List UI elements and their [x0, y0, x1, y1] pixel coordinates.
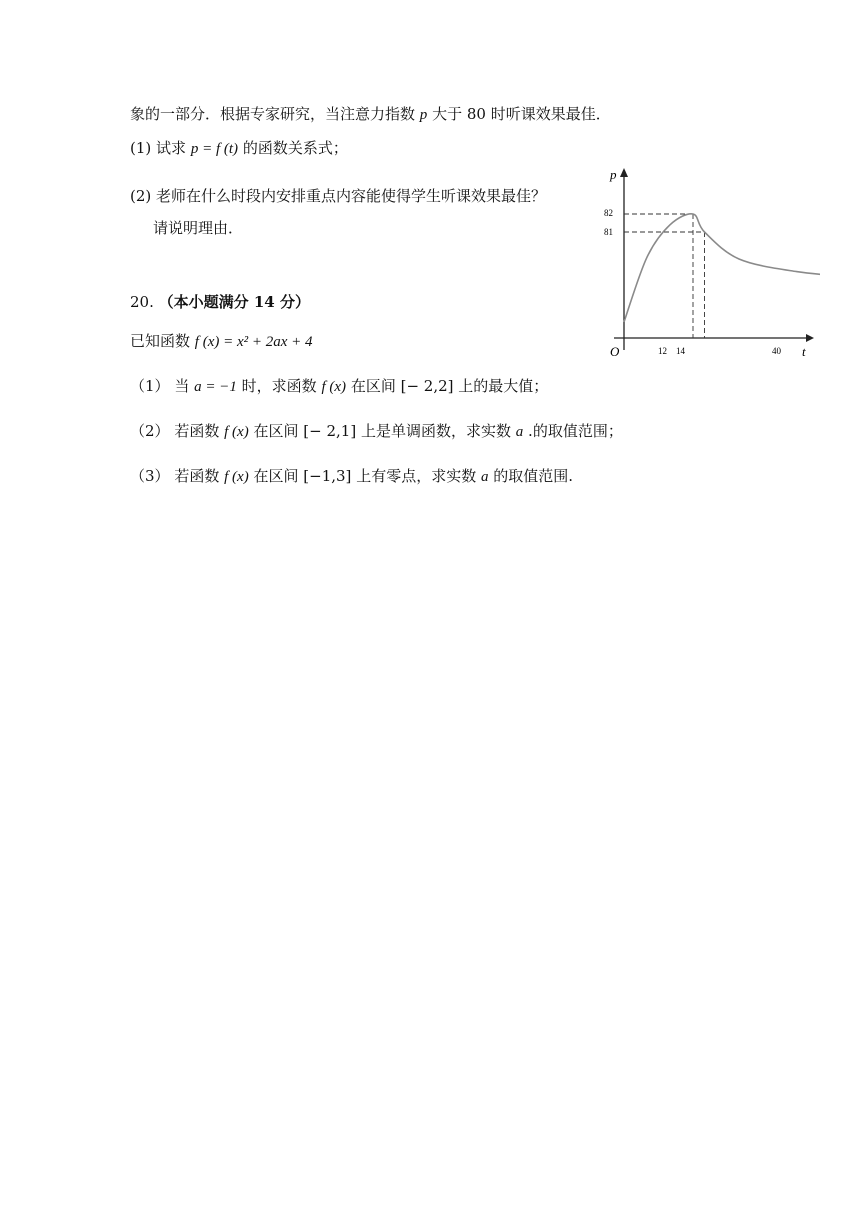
part-1-text-a: 当: [174, 377, 190, 395]
part-2-number: （2）: [130, 422, 170, 440]
x-tick-12: 12: [658, 346, 667, 356]
x-axis-label: t: [802, 344, 806, 359]
part-3-text-b: 在区间: [253, 467, 299, 485]
problem-20-header: [130, 292, 310, 312]
question-2-cont-text: 请说明理由．: [153, 219, 244, 237]
problem-20-part-1: [130, 376, 548, 397]
y-tick-82: 82: [604, 208, 613, 218]
line1-text-a: 象的一部分．根据专家研究，当注意力指数: [130, 105, 416, 123]
problem-20-number: 20.: [130, 293, 154, 311]
part-3-text-d: 的取值范围.: [493, 467, 574, 485]
problem-20-def-text: 已知函数: [130, 332, 191, 350]
part-2-text-c: 上是单调函数，求实数: [360, 422, 511, 440]
problem-20-def-equation: f (x) = x² + 2ax + 4: [194, 334, 313, 350]
problem-20-part-3: [130, 466, 573, 487]
var-p: p: [419, 107, 428, 123]
part-1-interval: [− 2,2]: [400, 377, 454, 395]
origin-label: O: [610, 344, 620, 359]
part-1-text-c: 在区间: [350, 377, 396, 395]
question-1-number: (1): [130, 139, 152, 157]
question-2-text: 老师在什么时段内安排重点内容能使得学生听课效果最佳？: [156, 187, 547, 205]
y-tick-81: 81: [604, 227, 613, 237]
y-axis-arrow: [620, 168, 628, 177]
x-tick-14: 14: [676, 346, 685, 356]
problem-20-title: （本小题满分 14 分）: [158, 293, 310, 311]
part-3-var-a: a: [481, 469, 489, 485]
attention-graph: [600, 162, 820, 362]
line1-text-b: 大于 80 时听课效果最佳．: [432, 105, 611, 123]
question-1: [130, 138, 348, 159]
problem-20-part-2: [130, 421, 623, 442]
part-2-text-a: 若函数: [174, 422, 220, 440]
part-3-interval: [−1,3]: [303, 467, 352, 485]
question-1-text-a: 试求: [156, 139, 187, 157]
attention-curve: [624, 214, 820, 322]
y-axis-label: p: [610, 167, 617, 182]
part-3-number: （3）: [130, 467, 170, 485]
x-axis-arrow: [806, 334, 814, 342]
part-1-text-d: 上的最大值；: [458, 377, 549, 395]
question-2-number: (2): [130, 187, 152, 205]
part-3-text-c: 上有零点，求实数: [356, 467, 477, 485]
part-3-text-a: 若函数: [174, 467, 220, 485]
part-3-eq-f: f (x): [224, 469, 249, 485]
question-2: [130, 186, 546, 206]
part-1-eq-a: a = −1: [194, 379, 237, 395]
problem-20-definition: [130, 331, 313, 352]
part-2-text-d: .的取值范围；: [528, 422, 623, 440]
guide-lines: [624, 214, 820, 338]
part-2-var-a: a: [515, 424, 524, 440]
question-1-text-b: 的函数关系式；: [242, 139, 348, 157]
x-tick-40: 40: [772, 346, 781, 356]
text-line-1: [130, 104, 611, 125]
part-2-text-b: 在区间: [253, 422, 299, 440]
part-1-eq-f: f (x): [321, 379, 347, 395]
part-1-text-b: 时，求函数: [241, 377, 317, 395]
part-1-number: （1）: [130, 377, 170, 395]
part-2-eq-f: f (x): [224, 424, 249, 440]
part-2-interval: [− 2,1]: [303, 422, 357, 440]
question-1-equation: p = f (t): [190, 141, 239, 157]
question-2-continuation: [153, 218, 243, 238]
